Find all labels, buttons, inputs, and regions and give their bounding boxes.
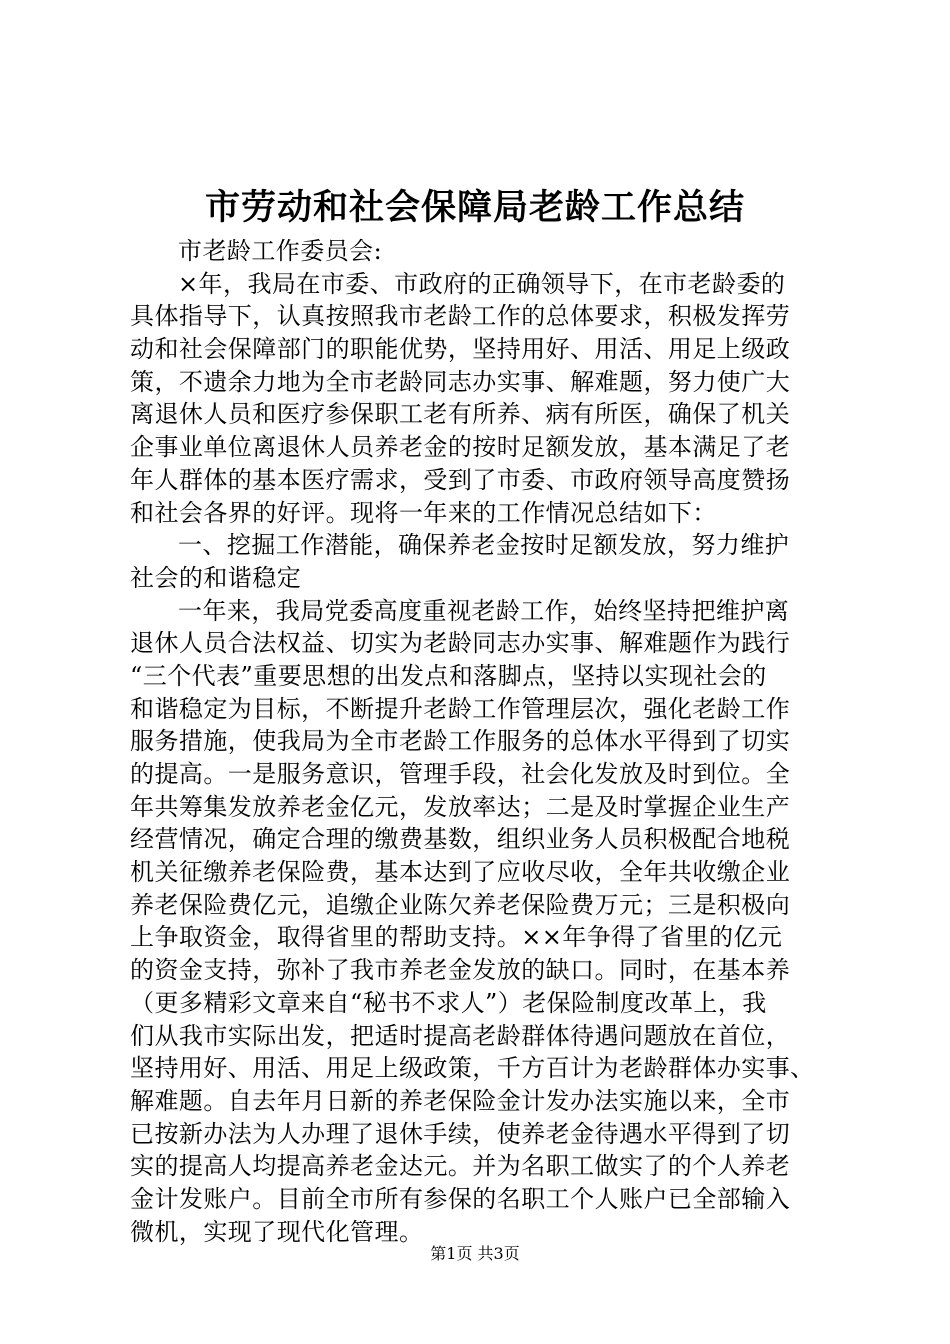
body-line: 上争取资金，取得省里的帮助支持。××年争得了省里的亿元 bbox=[130, 923, 783, 952]
body-line: 动和社会保障部门的职能优势，坚持用好、用活、用足上级政 bbox=[130, 335, 791, 364]
body-line: 已按新办法为人办理了退休手续，使养老金待遇水平得到了切 bbox=[130, 1119, 791, 1148]
body-line: 的资金支持，弥补了我市养老金发放的缺口。同时，在基本养 bbox=[130, 956, 791, 985]
document-body bbox=[130, 235, 830, 1248]
body-line: 经营情况，确定合理的缴费基数，组织业务人员积极配合地税 bbox=[130, 825, 791, 854]
body-line: 服务措施，使我局为全市老龄工作服务的总体水平得到了切实 bbox=[130, 727, 791, 756]
body-line: 市老龄工作委员会: bbox=[178, 237, 383, 265]
body-line: “三个代表”重要思想的出发点和落脚点，坚持以实现社会的 bbox=[130, 661, 767, 690]
body-line: 坚持用好、用活、用足上级政策，千方百计为老龄群体办实事、 bbox=[130, 1054, 815, 1083]
body-line: 退休人员合法权益、切实为老龄同志办实事、解难题作为践行 bbox=[130, 629, 791, 658]
body-line: 和谐稳定为目标，不断提升老龄工作管理层次，强化老龄工作 bbox=[130, 694, 791, 723]
body-line: 解难题。自去年月日新的养老保险金计发办法实施以来，全市 bbox=[130, 1086, 791, 1115]
page-footer: 第1页 共3页 bbox=[430, 1244, 520, 1263]
body-line: 策，不遗余力地为全市老龄同志办实事、解难题，努力使广大 bbox=[130, 367, 791, 396]
body-line: 实的提高人均提高养老金达元。并为名职工做实了的个人养老 bbox=[130, 1152, 791, 1181]
body-line: 和社会各界的好评。现将一年来的工作情况总结如下： bbox=[130, 498, 717, 527]
body-line: 社会的和谐稳定 bbox=[130, 563, 302, 592]
body-line: 金计发账户。目前全市所有参保的名职工个人账户已全部输入 bbox=[130, 1184, 791, 1213]
body-line: 微机，实现了现代化管理。 bbox=[130, 1217, 424, 1246]
body-line: 的提高。一是服务意识，管理手段，社会化发放及时到位。全 bbox=[130, 760, 791, 788]
body-line: 年人群体的基本医疗需求，受到了市委、市政府领导高度赞扬 bbox=[130, 465, 791, 494]
body-line: ×年，我局在市委、市政府的正确领导下，在市老龄委的 bbox=[178, 269, 786, 298]
body-line: 离退休人员和医疗参保职工老有所养、病有所医，确保了机关 bbox=[130, 400, 791, 429]
body-line: 年共筹集发放养老金亿元，发放率达；二是及时掌握企业生产 bbox=[130, 792, 791, 821]
body-line: 养老保险费亿元，追缴企业陈欠养老保险费万元；三是积极向 bbox=[130, 890, 791, 919]
body-line: 具体指导下，认真按照我市老龄工作的总体要求，积极发挥劳 bbox=[130, 302, 791, 331]
document-title: 市劳动和社会保障局老龄工作总结 bbox=[204, 187, 745, 228]
body-line: 机关征缴养老保险费，基本达到了应收尽收，全年共收缴企业 bbox=[130, 858, 791, 887]
body-line: 一年来，我局党委高度重视老龄工作，始终坚持把维护离 bbox=[178, 596, 790, 625]
body-line: 一、挖掘工作潜能，确保养老金按时足额发放，努力维护 bbox=[178, 531, 790, 560]
body-line: 企事业单位离退休人员养老金的按时足额发放，基本满足了老 bbox=[130, 433, 791, 462]
body-line: 们从我市实际出发，把适时提高老龄群体待遇问题放在首位， bbox=[130, 1021, 791, 1050]
body-line: （更多精彩文章来自“秘书不求人”）老保险制度改革上，我 bbox=[130, 988, 767, 1017]
